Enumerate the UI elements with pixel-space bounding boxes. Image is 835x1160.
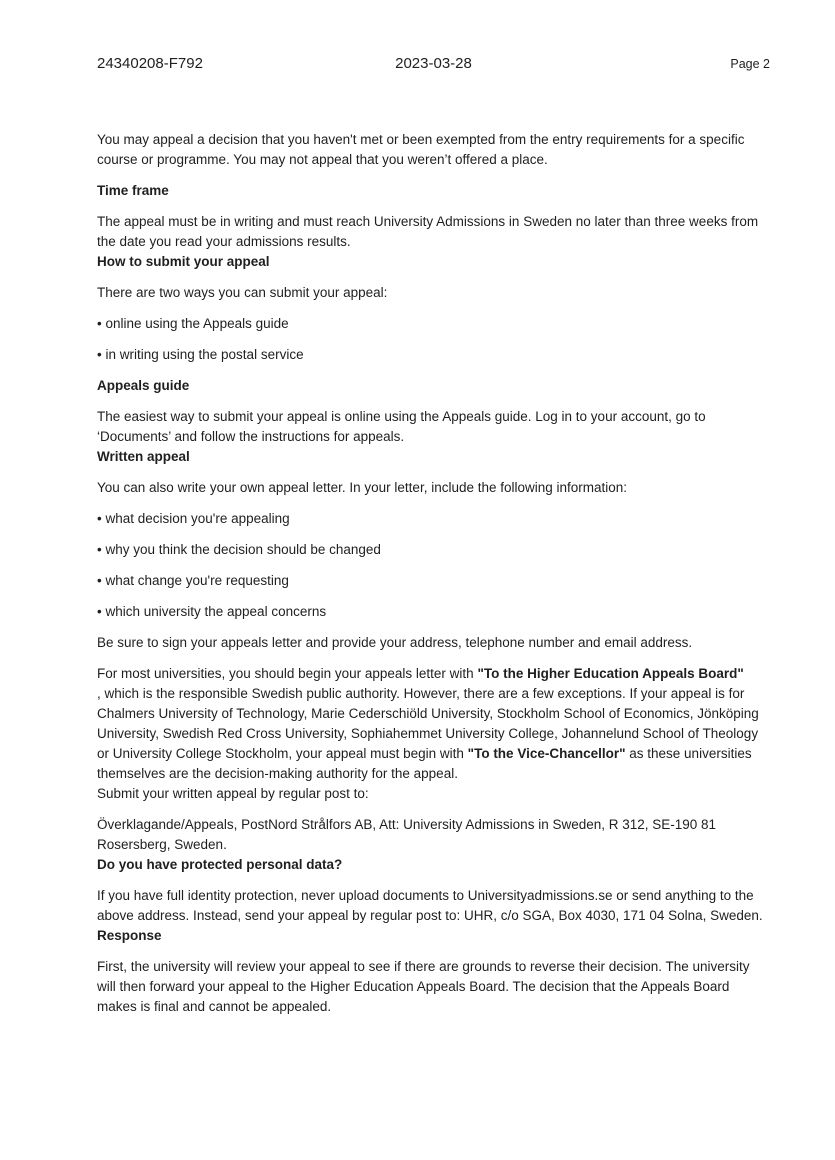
paragraph [97,283,769,303]
section-heading [97,926,769,946]
paragraph [97,815,769,855]
section-heading [97,252,769,272]
paragraph [97,784,769,804]
text-run: First, the university will review your appeal to see if there are grounds to reverse their decision. The university will then forward your appeal to the Higher Education Appeals Board. The decision that the Appeals Board makes is final and cannot be appealed. [97,959,750,1014]
page-header [97,55,770,72]
text-run: • what decision you're appealing [97,511,290,526]
text-run: • online using the Appeals guide [97,316,289,331]
bold-text-run: Response [97,928,162,943]
paragraph [97,664,769,784]
paragraph [97,957,769,1017]
paragraph [97,540,769,560]
paragraph [97,407,769,447]
page-number: Page 2 [730,57,770,71]
document-date: 2023-03-28 [395,55,472,72]
bold-text-run: Do you have protected personal data? [97,857,343,872]
paragraph [97,478,769,498]
text-run: • which university the appeal concerns [97,604,327,619]
text-run: • what change you're requesting [97,573,289,588]
document-body [97,130,769,1028]
paragraph [97,130,769,170]
text-run: • why you think the decision should be changed [97,542,381,557]
section-heading [97,376,769,396]
text-run: Överklagande/Appeals, PostNord Strålfors AB, Att: University Admissions in Sweden, R 312, SE-190 81 Rosersberg, Sweden. [97,817,717,852]
paragraph [97,633,769,653]
text-run: The easiest way to submit your appeal is online using the Appeals guide. Log in to your account, go to ‘Documents’ and follow the instructions for appeals. [97,409,706,444]
paragraph [97,345,769,365]
text-run: There are two ways you can submit your appeal: [97,285,388,300]
section-heading [97,181,769,201]
bold-text-run: Time frame [97,183,169,198]
text-run: You may appeal a decision that you haven't met or been exempted from the entry requirements for a specific course or programme. You may not appeal that you weren’t offered a place. [97,132,745,167]
paragraph [97,314,769,334]
bold-text-run: Appeals guide [97,378,190,393]
text-run: • in writing using the postal service [97,347,304,362]
paragraph [97,886,769,926]
bold-text-run: "To the Vice-Chancellor" [467,746,626,761]
paragraph [97,602,769,622]
bold-text-run: Written appeal [97,449,190,464]
paragraph [97,571,769,591]
section-heading [97,447,769,467]
text-run: Submit your written appeal by regular post to: [97,786,369,801]
bold-text-run: "To the Higher Education Appeals Board" [477,666,744,681]
text-run: For most universities, you should begin your appeals letter with [97,666,478,681]
text-run: as these universities themselves are the decision-making authority for the appeal. [97,746,752,781]
paragraph [97,212,769,252]
bold-text-run: How to submit your appeal [97,254,270,269]
section-heading [97,855,769,875]
text-run: You can also write your own appeal letter. In your letter, include the following information: [97,480,628,495]
text-run: The appeal must be in writing and must reach University Admissions in Sweden no later than three weeks from the date you read your admissions results. [97,214,759,249]
text-run: Be sure to sign your appeals letter and provide your address, telephone number and email address. [97,635,693,650]
paragraph [97,509,769,529]
text-run: , which is the responsible Swedish public authority. However, there are a few exceptions. If your appeal is for Chalmers University of Technology, Marie Cederschiöld University, Stockholm School of Economics, Jönköping University, Swedish Red Cross University, Sophiahemmet University College, Johannelund School of Theology or University College Stockholm, your appeal must begin with [97,686,759,761]
document-id: 24340208-F792 [97,55,203,72]
text-run: If you have full identity protection, never upload documents to Universityadmissions.se or send anything to the above address. Instead, send your appeal by regular post to: UHR, c/o SGA, Box 4030, 171 04 Solna, Sweden. [97,888,763,923]
